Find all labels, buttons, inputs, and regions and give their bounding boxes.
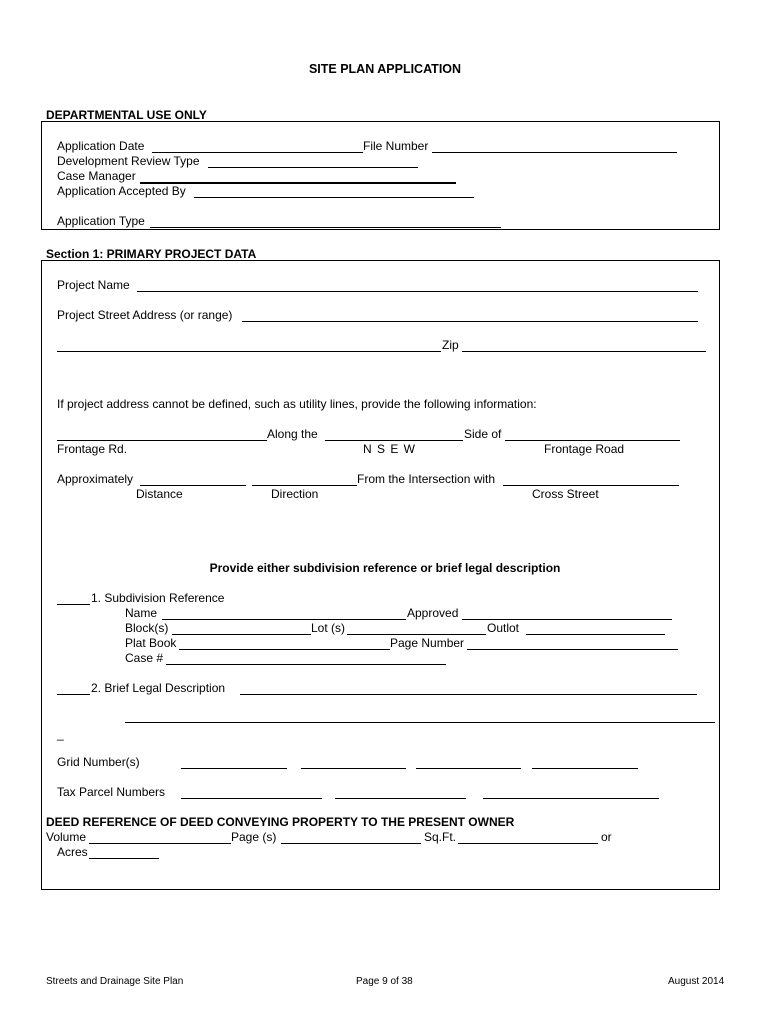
grid-number-field-1[interactable] [181,768,287,769]
direction-caption: Direction [271,487,319,501]
frontage-rd-field[interactable] [57,440,267,441]
lots-label: Lot (s) [311,621,346,635]
approved-field[interactable] [462,619,672,620]
section1-heading: Section 1: PRIMARY PROJECT DATA [46,247,257,261]
cross-street-caption: Cross Street [532,487,599,501]
lots-field[interactable] [347,634,486,635]
side-of-label: Side of [464,427,502,441]
file-number-field[interactable] [432,152,677,153]
page-number-field[interactable] [467,649,678,650]
zip-field[interactable] [462,351,706,352]
legal-desc-check-field[interactable] [57,694,90,695]
tax-parcel-field-3[interactable] [483,798,659,799]
acres-label: Acres [57,845,88,859]
application-accepted-by-field[interactable] [194,197,474,198]
brief-legal-description-label: 2. Brief Legal Description [91,681,226,695]
approved-label: Approved [407,606,459,620]
direction-field[interactable] [252,485,357,486]
footer-page-number: Page 9 of 38 [356,976,413,987]
page-title: SITE PLAN APPLICATION [308,62,462,76]
file-number-label: File Number [363,139,429,153]
grid-number-field-4[interactable] [532,768,638,769]
case-no-label: Case # [125,651,164,665]
zip-label: Zip [442,338,459,352]
frontage-rd-caption: Frontage Rd. [57,442,128,456]
plat-book-field[interactable] [179,649,390,650]
application-type-field[interactable] [150,227,501,228]
project-street-address-field[interactable] [242,321,698,322]
distance-caption: Distance [136,487,183,501]
volume-label: Volume [46,830,87,844]
outlot-label: Outlot [487,621,520,635]
tax-parcel-numbers-label: Tax Parcel Numbers [57,785,166,799]
case-manager-label: Case Manager [57,169,136,183]
footer-left: Streets and Drainage Site Plan [46,976,184,987]
brief-legal-description-field[interactable] [240,694,697,695]
along-the-label: Along the [267,427,318,441]
subdivision-heading: Provide either subdivision reference or brief legal description [209,561,561,575]
footer-date: August 2014 [668,976,725,987]
sub-name-label: Name [125,606,158,620]
sqft-label: Sq.Ft. [424,830,457,844]
application-date-field[interactable] [152,152,363,153]
plat-book-label: Plat Book [125,636,177,650]
application-date-label: Application Date [57,139,145,153]
approximately-label: Approximately [57,472,134,486]
acres-field[interactable] [89,858,159,859]
outlot-field[interactable] [526,634,665,635]
page-number-label: Page Number [390,636,465,650]
nsew-field[interactable] [325,440,463,441]
tax-parcel-field-2[interactable] [335,798,466,799]
nsew-caption: N S E W [363,442,417,456]
departmental-heading: DEPARTMENTAL USE ONLY [46,108,207,122]
case-no-field[interactable] [166,664,446,665]
sub-name-field[interactable] [162,619,406,620]
sqft-field[interactable] [458,843,598,844]
blocks-label: Block(s) [125,621,169,635]
development-review-type-label: Development Review Type [57,154,200,168]
volume-field[interactable] [89,843,231,844]
or-label: or [601,830,612,844]
deed-heading: DEED REFERENCE OF DEED CONVEYING PROPERTY TO THE PRESENT OWNER [46,815,515,829]
project-name-label: Project Name [57,278,130,292]
frontage-road-field[interactable] [505,440,680,441]
from-intersection-label: From the Intersection with [357,472,496,486]
grid-number-field-2[interactable] [301,768,406,769]
development-review-type-field[interactable] [208,167,418,168]
dash-mark: _ [57,727,64,741]
distance-field[interactable] [140,485,246,486]
blocks-field[interactable] [172,634,311,635]
grid-number-field-3[interactable] [416,768,521,769]
case-manager-field[interactable] [140,182,456,184]
pages-label: Page (s) [231,830,277,844]
frontage-road-caption: Frontage Road [544,442,625,456]
subdivision-check-field[interactable] [57,604,90,605]
grid-numbers-label: Grid Number(s) [57,755,140,769]
tax-parcel-field-1[interactable] [181,798,322,799]
address-line2-field[interactable] [57,351,441,352]
subdivision-reference-label: 1. Subdivision Reference [91,591,225,605]
brief-legal-description-line2[interactable] [125,722,715,723]
application-accepted-by-label: Application Accepted By [57,184,186,198]
undefined-address-note: If project address cannot be defined, such as utility lines, provide the following information: [57,397,537,411]
project-street-address-label: Project Street Address (or range) [57,308,233,322]
cross-street-field[interactable] [503,485,679,486]
application-type-label: Application Type [57,214,145,228]
project-name-field[interactable] [137,291,698,292]
pages-field[interactable] [281,843,421,844]
